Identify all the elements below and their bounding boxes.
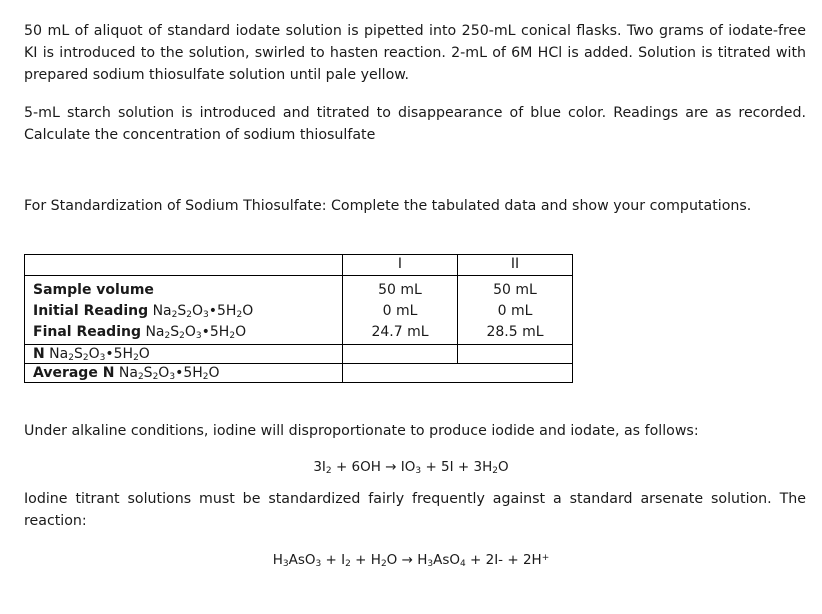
table-corner-cell [25,255,343,276]
normality-trial-2 [458,345,573,364]
label-sample-volume: Sample volume [33,282,154,298]
column-header-trial-1: I [343,255,458,276]
table-header-row [25,255,573,276]
trial-1-values [343,276,458,345]
iodine-paragraph: Under alkaline conditions, iodine will disproportionate to produce iodide and iodate, as follows: [24,423,699,439]
final-reading-trial-1: 24.7 mL [371,324,429,340]
row-labels-cell [25,276,343,345]
initial-reading-trial-1: 0 mL [382,303,418,319]
label-average-normality: Average N $Na_2S_2O_3•5H_2O$ [25,364,343,383]
arsenate-reaction-equation: $H_3AsO_3 + I_2 + H_2O \to H_3AsO_4 + 2I- + 2H^+$ [272,552,550,569]
sample-volume-trial-2: 50 mL [493,282,537,298]
disproportionation-equation: $3I_2 + 6OH \to IO_3 + 5I + 3H_2O$ [313,459,509,476]
label-normality: N $Na_2S_2O_3•5H_2O$ [25,345,343,364]
standardization-heading: For Standardization of Sodium Thiosulfate: Complete the tabulated data and show your computations. [24,198,752,214]
standardization-table [24,254,573,383]
reagent-formula: $Na_2S_2O_3•5H_2O$ [118,365,220,382]
label-final-reading: Final Reading $Na_2S_2O_3•5H_2O$ [33,324,247,341]
column-header-trial-2: II [458,255,573,276]
reagent-formula: $Na_2S_2O_3•5H_2O$ [145,324,247,341]
procedure-paragraph-2: 5-mL starch solution is introduced and titrated to disappearance of blue color. Readings are as recorded. Calculate the concentration of sodium thiosulfate [24,105,806,143]
normality-row [25,345,573,364]
label-initial-reading: Initial Reading $Na_2S_2O_3•5H_2O$ [33,303,254,320]
procedure-paragraph-1: 50 mL of aliquot of standard iodate solution is pipetted into 250-mL conical flasks. Two grams of iodate-free KI is introduced to the solution, swirled to hasten reaction. 2-mL of 6M HCl is added. Solution is titrated with prepared sodium thiosulfate solution until pale yellow. [24,23,806,83]
initial-reading-trial-2: 0 mL [497,303,533,319]
final-reading-trial-2: 28.5 mL [486,324,544,340]
sample-volume-trial-1: 50 mL [378,282,422,298]
trial-2-values [458,276,573,345]
average-normality-value [343,364,573,383]
reagent-formula: $Na_2S_2O_3•5H_2O$ [49,346,150,363]
arsenate-paragraph: Iodine titrant solutions must be standardized fairly frequently against a standard arsenate solution. The reaction: [24,491,806,529]
normality-trial-1 [343,345,458,364]
table-body-row [25,276,573,345]
reagent-formula: $Na_2S_2O_3•5H_2O$ [152,303,254,320]
average-normality-row [25,364,573,383]
